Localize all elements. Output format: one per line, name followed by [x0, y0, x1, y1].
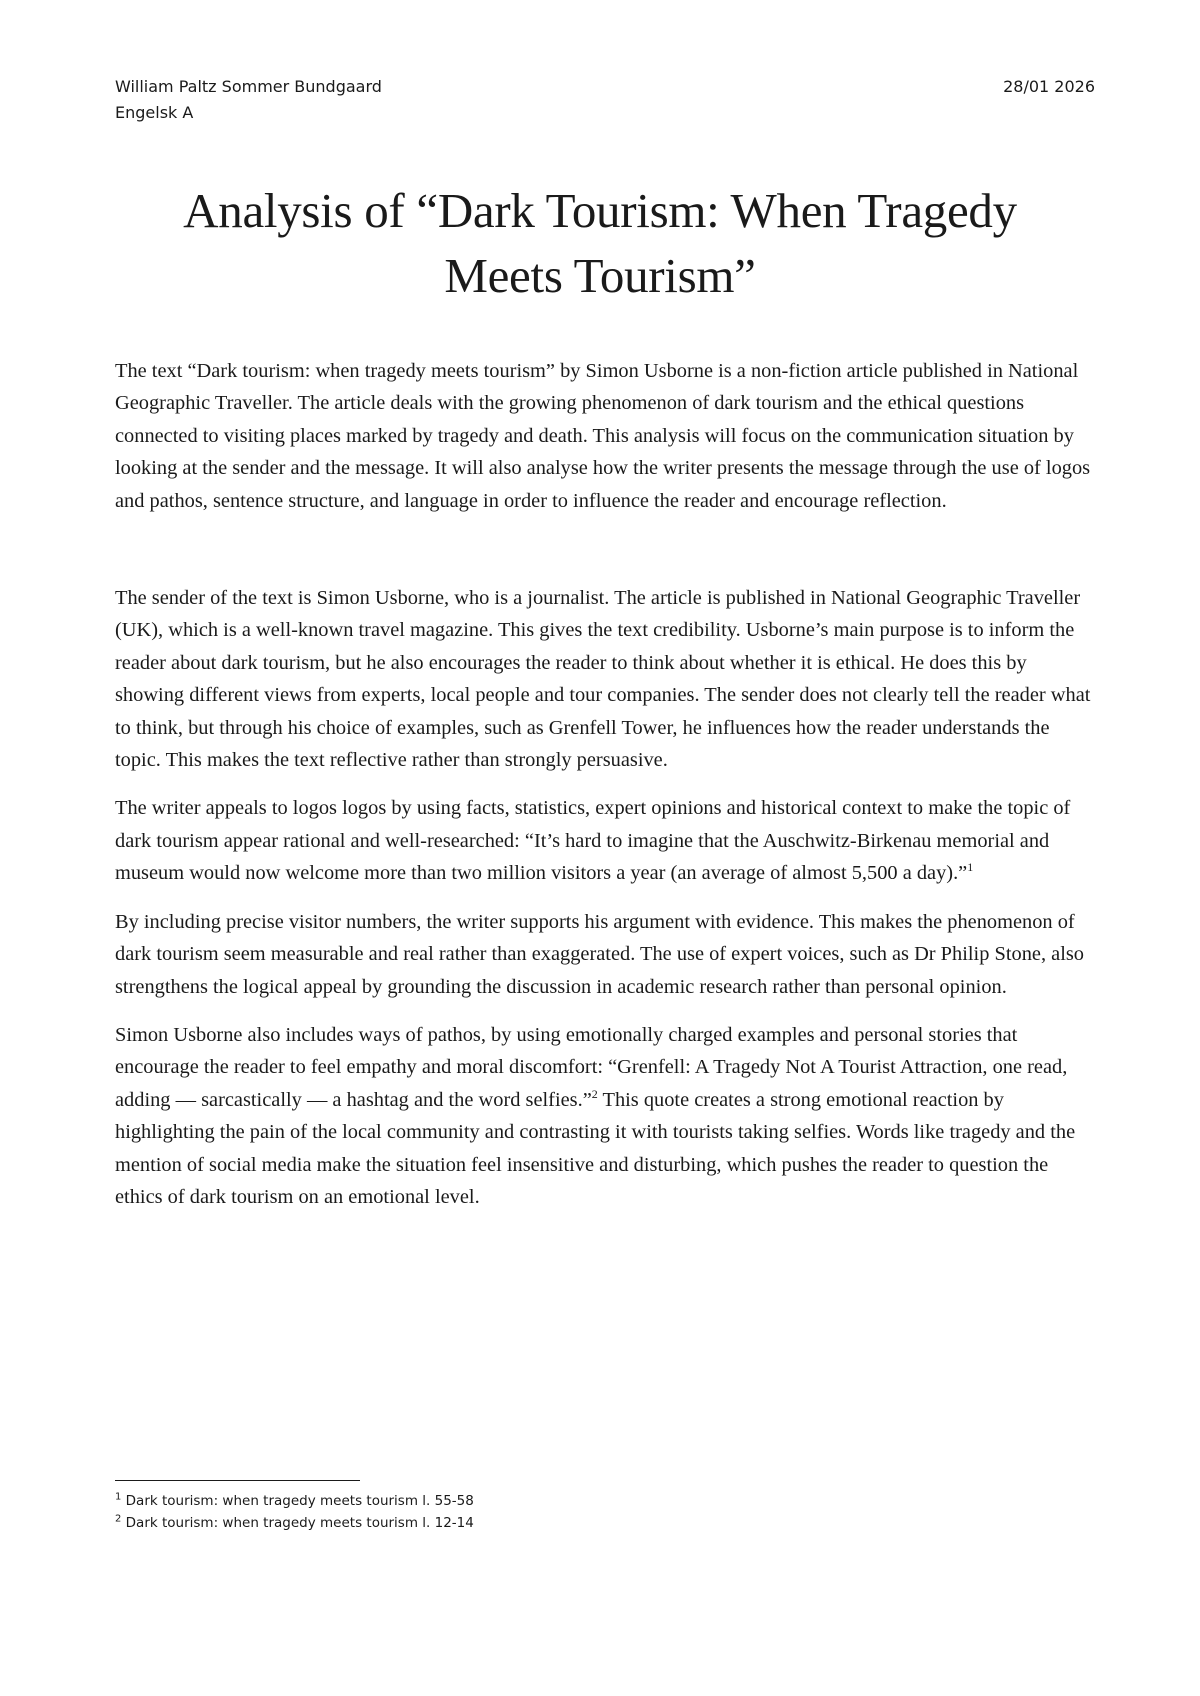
footnotes: [115, 1490, 1095, 1534]
footnote-mark-2: 2: [115, 1513, 122, 1525]
footnote-reference-1: 1: [967, 860, 974, 875]
course-name: Engelsk A: [115, 103, 194, 122]
footnote-reference-2: 2: [591, 1086, 598, 1101]
paragraph-introduction: The text “Dark tourism: when tragedy meets tourism” by Simon Usborne is a non-fiction article published in National Geographic Traveller. The article deals with the growing phenomenon of dark tourism and the ethical questions connected to visiting places marked by tragedy and death. This analysis will focus on the communication situation by looking at the sender and the message. It will also analyse how the writer presents the message through the use of logos and pathos, sentence structure, and language in order to influence the reader and encourage reflection.: [115, 360, 1091, 512]
header-left: [115, 74, 382, 126]
page-header: [115, 74, 1095, 126]
footnote-mark-1: 1: [115, 1491, 122, 1503]
paragraph-pathos: [115, 1019, 1100, 1213]
paragraph-logos: [115, 792, 1100, 889]
footnote-separator: [115, 1480, 360, 1481]
footnote-1: [115, 1490, 1095, 1512]
paragraph-logos-text: The writer appeals to logos logos by using facts, statistics, expert opinions and historical context to make the topic of dark tourism appear rational and well-researched: “It’s hard to imagine that the Auschwitz-Birkenau memorial and museum would now welcome more than two million visitors a year (an average of almost 5,500 a day).”: [115, 797, 1071, 885]
author-name: William Paltz Sommer Bundgaard: [115, 77, 382, 96]
document-title: [100, 178, 1100, 308]
footnote-text-1: Dark tourism: when tragedy meets tourism l. 55-58: [121, 1493, 474, 1509]
paragraph-pathos-text: This quote creates a strong emotional reaction by highlighting the pain of the local community and contrasting it with tourists taking selfies. Words like tragedy and the mention of social media make the situation feel insensitive and disturbing, which pushes the reader to question the ethics of dark tourism on an emotional level.: [115, 1088, 1076, 1208]
document-date: 28/01 2026: [1003, 77, 1095, 96]
document-body: [115, 355, 1100, 1229]
paragraph-evidence: By including precise visitor numbers, the writer supports his argument with evidence. This makes the phenomenon of dark tourism seem measurable and real rather than exaggerated. The use of expert voices, such as Dr Philip Stone, also strengthens the logical appeal by grounding the discussion in academic research rather than personal opinion.: [115, 910, 1084, 998]
title-line-2: Meets Tourism”: [444, 248, 756, 303]
footnote-2: [115, 1512, 1095, 1534]
title-line-1: Analysis of “Dark Tourism: When Tragedy: [183, 183, 1017, 238]
paragraph-pathos-quote: Simon Usborne also includes ways of pathos, by using emotionally charged examples and personal stories that encourage the reader to feel empathy and moral discomfort: “Grenfell: A Tragedy Not A Tourist Attraction, one read, adding — sarcastically — a hashtag and the word selfies.”: [115, 1023, 1068, 1111]
paragraph-sender: The sender of the text is Simon Usborne, who is a journalist. The article is published in National Geographic Traveller (UK), which is a well-known travel magazine. This gives the text credibility. Usborne’s main purpose is to inform the reader about dark tourism, but he also encourages the reader to think about whether it is ethical. He does this by showing different views from experts, local people and tour companies. The sender does not clearly tell the reader what to think, but through his choice of examples, such as Grenfell Tower, he influences how the reader understands the topic. This makes the text reflective rather than strongly persuasive.: [115, 587, 1091, 772]
footnote-text-2: Dark tourism: when tragedy meets tourism l. 12-14: [121, 1515, 474, 1531]
